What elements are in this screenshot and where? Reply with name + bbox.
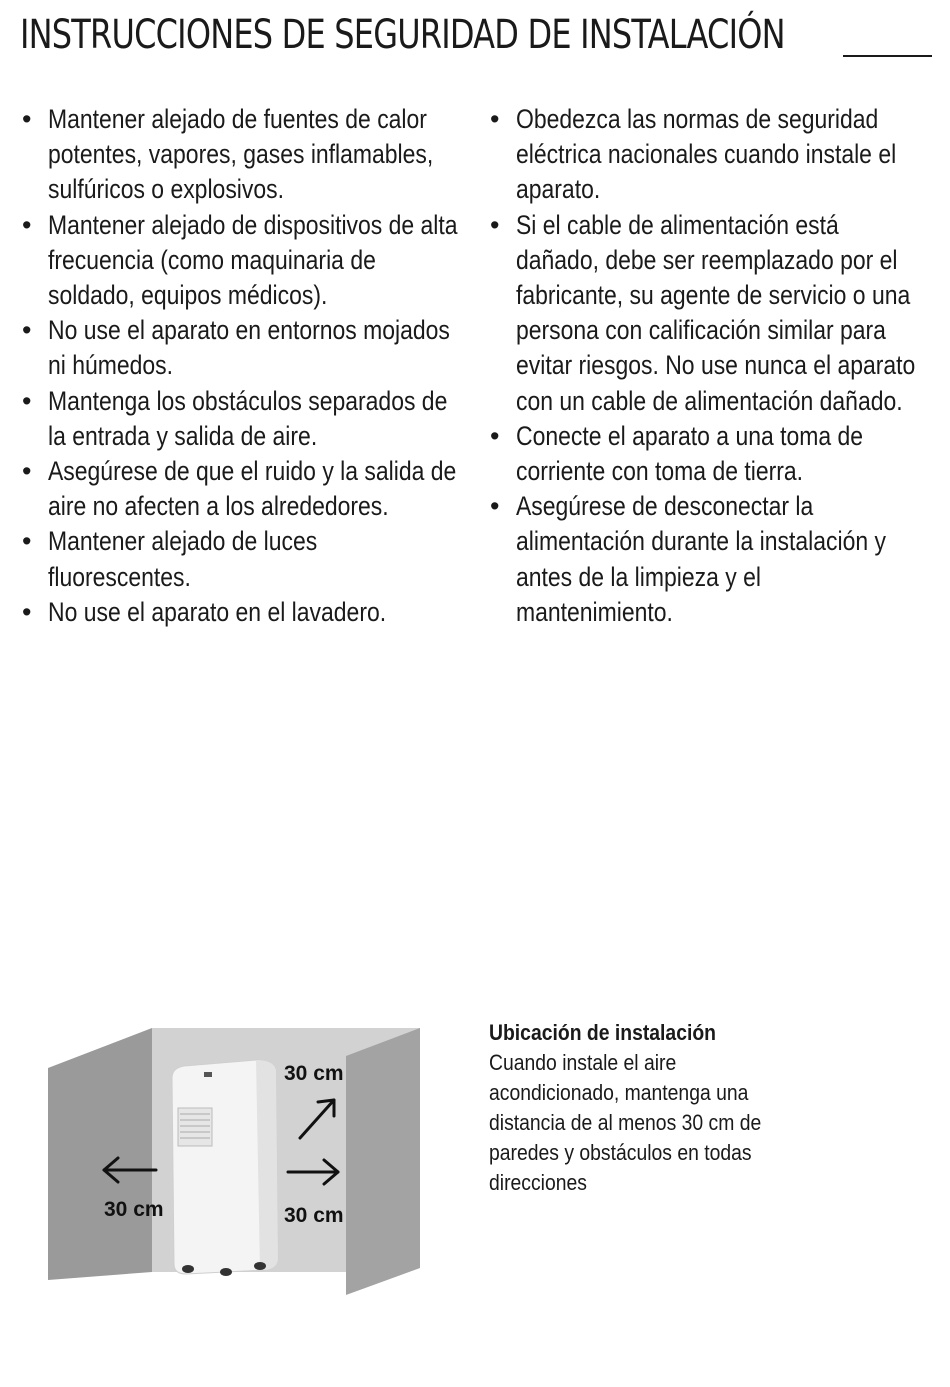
list-item: • Conecte el aparato a una toma de corriente con toma de tierra.: [490, 419, 922, 489]
list-item: • No use el aparato en el lavadero.: [22, 595, 462, 630]
list-item: • Mantenga los obstáculos separados de la entrada y salida de aire.: [22, 384, 462, 454]
page-title: INSTRUCCIONES DE SEGURIDAD DE INSTALACIÓN: [20, 12, 785, 58]
installation-location-info: [489, 1018, 929, 1198]
safety-list-right: [490, 102, 922, 630]
air-conditioner-icon: [172, 1060, 278, 1276]
info-text: Cuando instale el aire acondicionado, mantenga una distancia de al menos 30 cm de paredes y obstáculos en todas direcciones: [489, 1050, 762, 1195]
label-left-distance: 30 cm: [104, 1198, 164, 1221]
list-item: • Si el cable de alimentación está dañado, debe ser reemplazado por el fabricante, su agente de servicio o una persona con calificación similar para evitar riesgos. No use nunca el aparato con un cable de alimentación dañado.: [490, 208, 922, 419]
title-rule: [843, 55, 932, 57]
list-item: • Obedezca las normas de seguridad eléctrica nacionales cuando instale el aparato.: [490, 102, 922, 208]
label-top-distance: 30 cm: [284, 1062, 344, 1085]
left-wall: [48, 1028, 152, 1280]
safety-list-left: [22, 102, 462, 630]
page-header: [20, 10, 932, 60]
label-right-distance: 30 cm: [284, 1204, 344, 1227]
list-item: • Mantener alejado de luces fluorescentes.: [22, 524, 462, 594]
right-wall: [346, 1028, 420, 1295]
list-item: • Mantener alejado de dispositivos de alta frecuencia (como maquinaria de soldado, equipos médicos).: [22, 208, 462, 314]
list-item: • Mantener alejado de fuentes de calor potentes, vapores, gases inflamables, sulfúricos o explosivos.: [22, 102, 462, 208]
list-item: • Asegúrese de que el ruido y la salida de aire no afecten a los alrededores.: [22, 454, 462, 524]
installation-diagram: [46, 1020, 426, 1300]
list-item: • No use el aparato en entornos mojados ni húmedos.: [22, 313, 462, 383]
installation-illustration: [46, 1020, 426, 1300]
info-heading: Ubicación de instalación: [489, 1020, 716, 1045]
list-item: • Asegúrese de desconectar la alimentación durante la instalación y antes de la limpieza y el mantenimiento.: [490, 489, 922, 630]
